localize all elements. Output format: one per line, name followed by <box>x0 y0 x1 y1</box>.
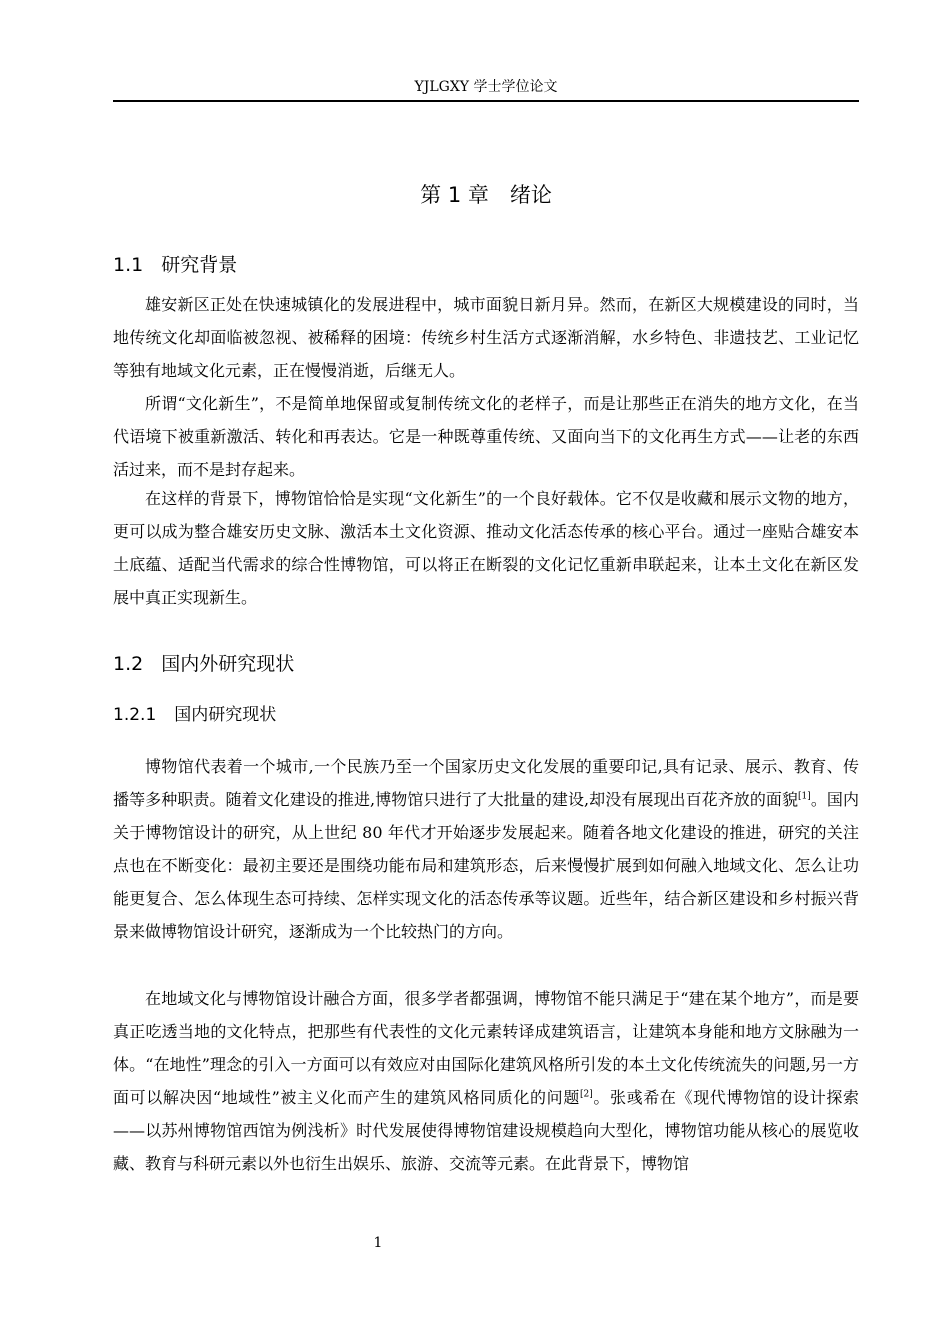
subsection-number: 1.2.1 <box>113 705 157 725</box>
paragraph <box>113 750 859 948</box>
section-heading-1-2 <box>113 651 294 677</box>
paragraph: 所谓“文化新生”，不是简单地保留或复制传统文化的老样子，而是让那些正在消失的地方文化，在当代语境下被重新激活、转化和再表达。它是一种既尊重传统、又面向当下的文化再生方式——让老的东西活过来，而不是封存起来。 <box>113 394 859 479</box>
page-number: 1 <box>373 1235 383 1251</box>
citation-ref: [2] <box>579 1089 593 1100</box>
paragraph: 雄安新区正处在快速城镇化的发展进程中，城市面貌日新月异。然而，在新区大规模建设的同时，当地传统文化却面临被忽视、被稀释的困境：传统乡村生活方式逐渐消解，水乡特色、非遗技艺、工业记忆等独有地域文化元素，正在慢慢消逝，后继无人。 <box>113 295 859 380</box>
citation-ref: [1] <box>798 791 811 802</box>
paragraph-text: 。张彧希在《现代博物馆的设计探索——以苏州博物馆西馆为例浅析》时代发展使得博物馆建设规模趋向大型化，博物馆功能从核心的展览收藏、教育与科研元素以外也衍生出娱乐、旅游、交流等元素。在此背景下，博物馆 <box>113 1088 859 1173</box>
paragraph-text: 博物馆代表着一个城市,一个民族乃至一个国家历史文化发展的重要印记,具有记录、展示、教育、传播等多种职责。随着文化建设的推进,博物馆只进行了大批量的建设,却没有展现出百花齐放的面貌 <box>113 757 859 809</box>
chapter-title: 第 1 章 绪论 <box>420 183 552 207</box>
section-heading-1-1 <box>113 252 237 278</box>
section-title: 国内外研究现状 <box>161 653 295 675</box>
header-rule <box>113 100 859 102</box>
paragraph-text: 在地域文化与博物馆设计融合方面，很多学者都强调，博物馆不能只满足于“建在某个地方”，而是要真正吃透当地的文化特点，把那些有代表性的文化元素转译成建筑语言，让建筑本身能和地方文脉融为一体。“在地性”理念的引入一方面可以有效应对由国际化建筑风格所引发的本土文化传统流失的问题,另一方面可以解决因“地域性”被主义化而产生的建筑风格同质化的问题 <box>113 989 859 1107</box>
paragraph-text: 。国内关于博物馆设计的研究，从上世纪 80 年代才开始逐步发展起来。随着各地文化建设的推进，研究的关注点也在不断变化：最初主要还是围绕功能布局和建筑形态，后来慢慢扩展到如何融入地域文化、怎么让功能更复合、怎么体现生态可持续、怎样实现文化的活态传承等议题。近些年，结合新区建设和乡村振兴背景来做博物馆设计研究，逐渐成为一个比较热门的方向。 <box>113 790 859 941</box>
section-title: 研究背景 <box>161 254 238 276</box>
section-number: 1.1 <box>113 254 144 276</box>
section-number: 1.2 <box>113 653 144 675</box>
paragraph: 在这样的背景下，博物馆恰恰是实现“文化新生”的一个良好载体。它不仅是收藏和展示文物的地方，更可以成为整合雄安历史文脉、激活本土文化资源、推动文化活态传承的核心平台。通过一座贴合雄安本土底蕴、适配当代需求的综合性博物馆，可以将正在断裂的文化记忆重新串联起来，让本土文化在新区发展中真正实现新生。 <box>113 489 859 607</box>
paragraph <box>113 982 859 1180</box>
subsection-heading-1-2-1 <box>113 703 276 727</box>
running-header: YJLGXY 学士学位论文 <box>414 79 558 95</box>
subsection-title: 国内研究现状 <box>174 705 277 725</box>
